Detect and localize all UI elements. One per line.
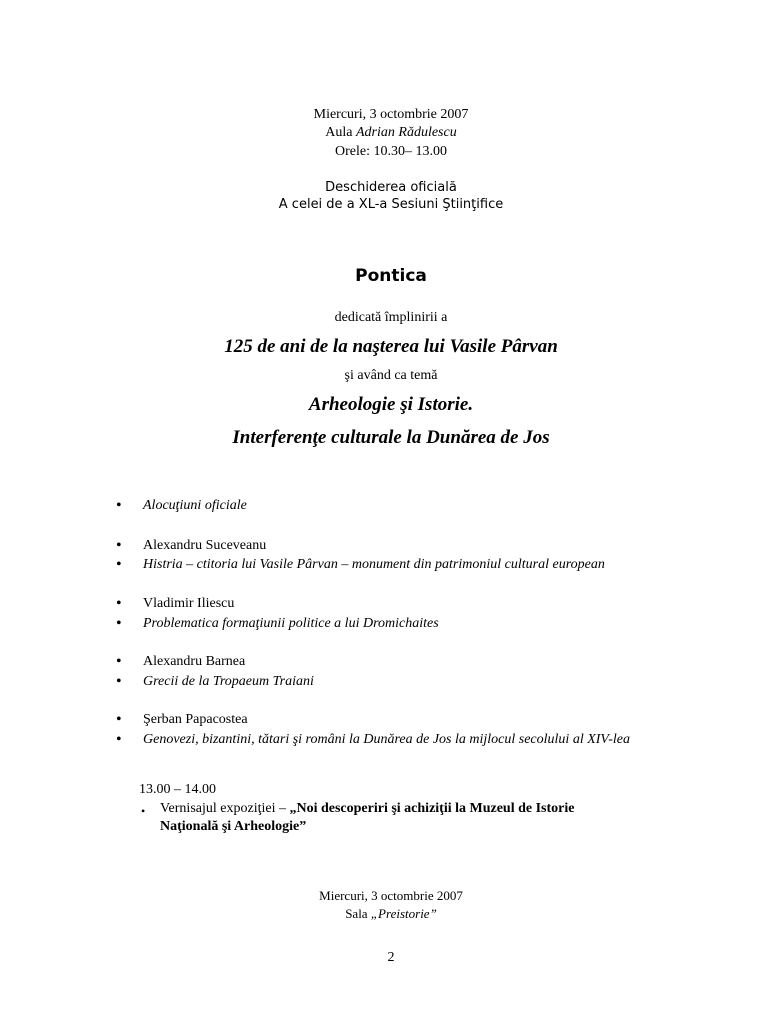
title-theme-line-2: Interferenţe culturale la Dunărea de Jos (232, 427, 550, 448)
program-item: Grecii de la Tropaeum Traiani (143, 674, 314, 689)
exhibition-line-1 (160, 801, 574, 817)
title-pontica: Pontica (355, 266, 427, 286)
exhibition-line-2: Naţională şi Arheologie” (160, 819, 307, 834)
program-item: Alexandru Barnea (143, 654, 246, 669)
program-item: Alexandru Suceveanu (143, 538, 267, 553)
title-dedicated: dedicată împlinirii a (334, 310, 448, 325)
exhibition-title: „Noi descoperiri şi achiziţii la Muzeul de Istorie (289, 801, 575, 816)
bullet-icon: • (116, 673, 122, 690)
title-anniversary: 125 de ani de la naşterea lui Vasile Pârvan (224, 336, 558, 357)
bullet-icon: • (116, 537, 122, 554)
bullet-icon: • (116, 615, 122, 632)
header-hours: Orele: 10.30– 13.00 (335, 144, 447, 159)
exhibition-prefix: Vernisajul expoziţiei – (160, 801, 290, 816)
bullet-icon: • (116, 595, 122, 612)
footer-sala (0, 906, 782, 922)
program-item: Problematica formaţiunii politice a lui Dromichaites (143, 616, 439, 631)
bullet-icon: • (116, 731, 122, 748)
page-number: 2 (387, 950, 395, 965)
exhibition-time: 13.00 – 14.00 (139, 782, 216, 797)
aula-name: Adrian Rădulescu (356, 125, 457, 140)
bullet-icon: • (116, 497, 122, 514)
bullet-icon: • (116, 653, 122, 670)
sala-prefix: Sala (345, 906, 371, 921)
sala-name: „Preistorie” (370, 906, 437, 921)
bullet-icon: • (141, 804, 146, 818)
footer-date: Miercuri, 3 octombrie 2007 (319, 888, 463, 903)
program-item: Vladimir Iliescu (143, 596, 235, 611)
program-item: Alocuţiuni oficiale (143, 498, 247, 513)
program-item: Histria – ctitoria lui Vasile Pârvan – monument din patrimoniul cultural european (143, 557, 605, 572)
header-date: Miercuri, 3 octombrie 2007 (313, 107, 469, 122)
program-item: Şerban Papacostea (143, 712, 248, 727)
opening-line-1: Deschiderea oficială (325, 180, 457, 195)
bullet-icon: • (116, 711, 122, 728)
aula-prefix: Aula (325, 125, 353, 140)
header-aula (0, 125, 782, 141)
title-theme-intro: şi având ca temă (344, 368, 438, 383)
opening-line-2: A celei de a XL-a Sesiuni Ştiinţifice (278, 197, 504, 212)
program-item: Genovezi, bizantini, tătari şi români la Dunărea de Jos la mijlocul secolului al XIV-lea (143, 732, 630, 747)
title-theme-line-1: Arheologie şi Istorie. (308, 394, 474, 415)
bullet-icon: • (116, 556, 122, 573)
